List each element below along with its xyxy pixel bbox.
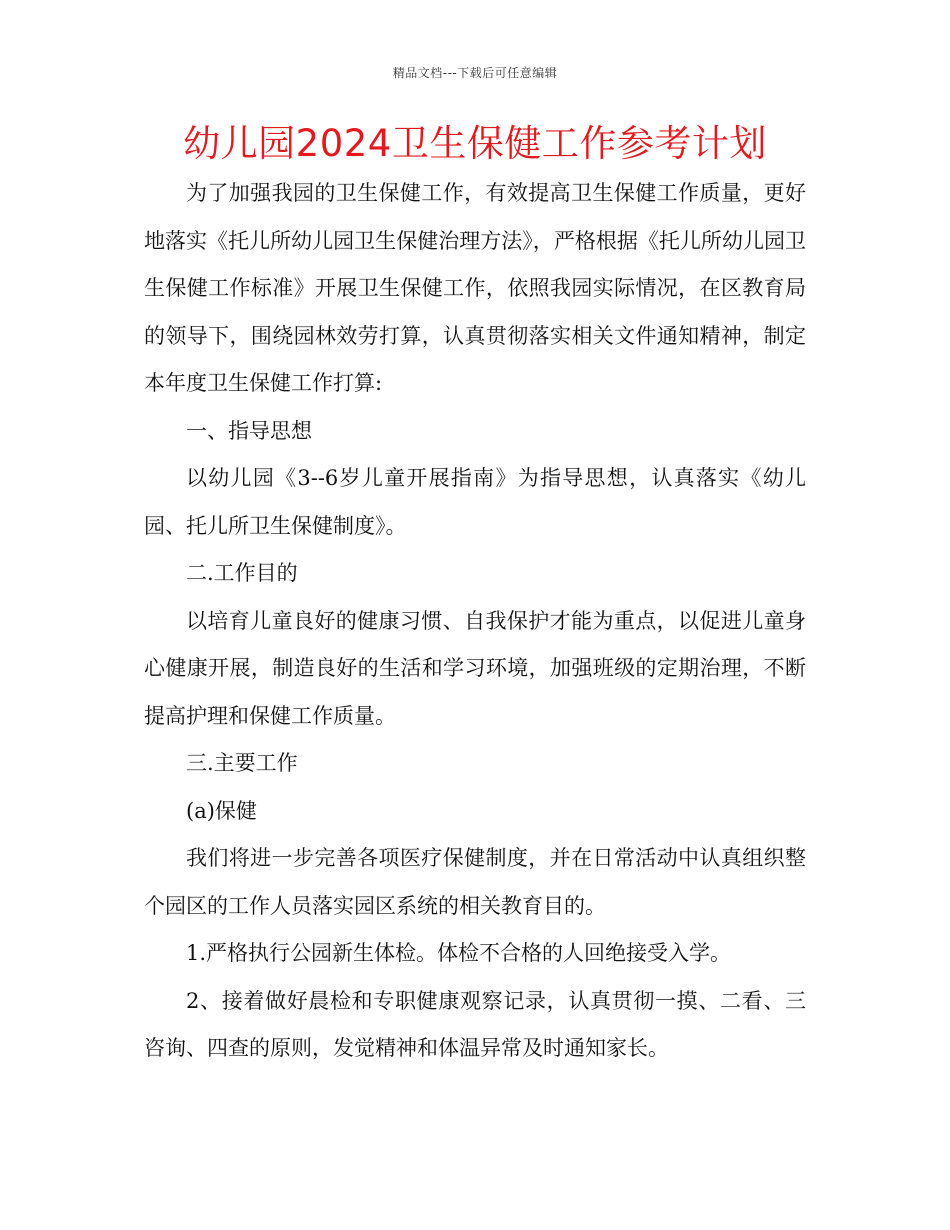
subsection-heading-health-care: (a)保健 (186, 798, 257, 823)
section-heading-main-work: 三.主要工作 (186, 751, 298, 775)
health-care-paragraph: 我们将进一步完善各项医疗保健制度，并在日常活动中认真组织整个园区的工作人员落实园区系统的相关教育目的。 (144, 846, 806, 918)
work-goal-paragraph: 以培育儿童良好的健康习惯、自我保护才能为重点，以促进儿童身心健康开展，制造良好的生活和学习环境，加强班级的定期治理，不断提高护理和保健工作质量。 (144, 608, 806, 728)
guiding-thought-paragraph: 以幼儿园《3--6岁儿童开展指南》为指导思想，认真落实《幼儿园、托儿所卫生保健制度》。 (144, 466, 806, 538)
list-item-1: 1.严格执行公园新生体检。体检不合格的人回绝接受入学。 (186, 941, 732, 965)
section-heading-guiding-thought: 一、指导思想 (186, 418, 312, 443)
list-item-2: 2、接着做好晨检和专职健康观察记录，认真贯彻一摸、二看、三咨询、四查的原则，发觉精神和体温异常及时通知家长。 (144, 988, 806, 1060)
intro-paragraph: 为了加强我园的卫生保健工作，有效提高卫生保健工作质量，更好地落实《托儿所幼儿园卫生保健治理方法》，严格根据《托儿所幼儿园卫生保健工作标准》开展卫生保健工作，依照我园实际情况，在区教育局的领导下，围绕园林效劳打算，认真贯彻落实相关文件通知精神，制定本年度卫生保健工作打算: (144, 181, 806, 395)
document-body (144, 170, 806, 1073)
page-header: 精品文档---下载后可任意编辑 (392, 66, 558, 80)
section-heading-work-goal: 二.工作目的 (186, 561, 298, 585)
document-title: 幼儿园2024卫生保健工作参考计划 (183, 122, 767, 165)
